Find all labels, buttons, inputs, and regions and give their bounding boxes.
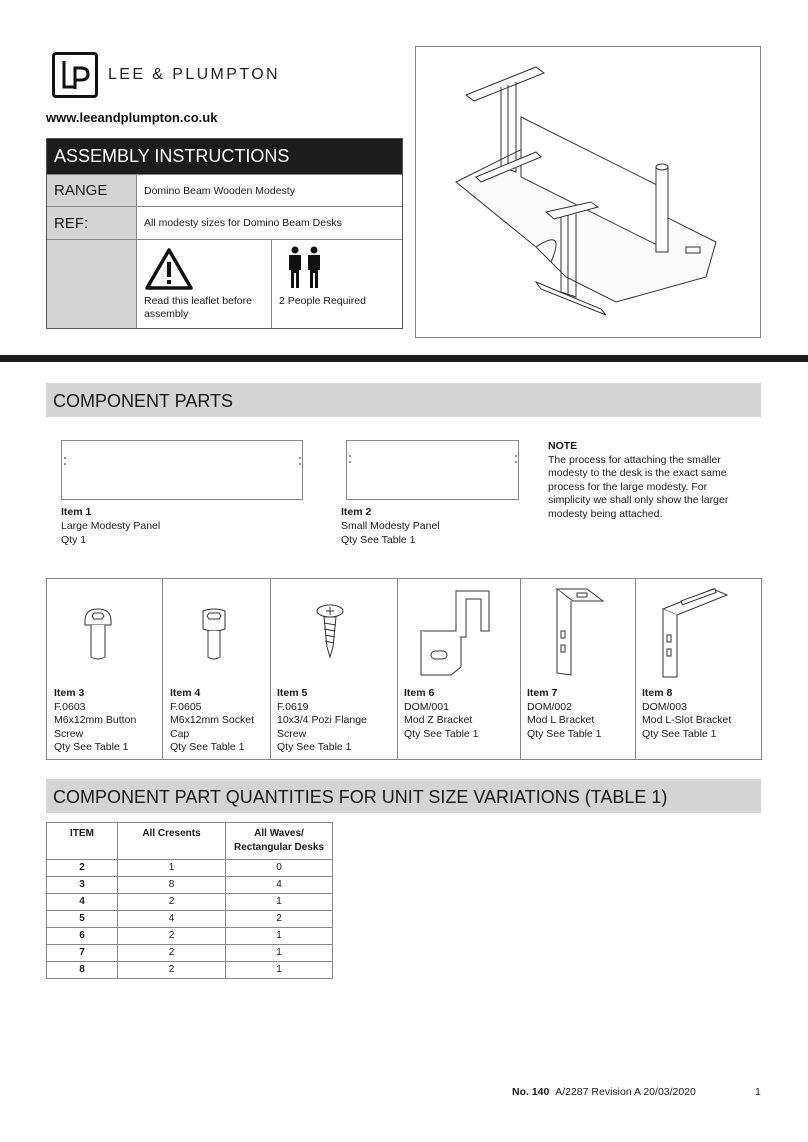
item-5-caption: [277, 687, 389, 755]
item-5-code: F.0619: [277, 700, 309, 713]
table-cell: 2: [226, 911, 333, 928]
website-url[interactable]: www.leeandplumpton.co.uk: [46, 110, 218, 125]
warning-cell: [137, 240, 272, 328]
item-1-title: Item 1: [61, 506, 92, 518]
item-6-name: Mod Z Bracket: [404, 714, 473, 726]
large-modesty-panel-drawing: [61, 440, 303, 500]
flange-screw-icon: [315, 603, 345, 659]
item-2-name: Small Modesty Panel: [341, 520, 440, 532]
section-rule: [0, 355, 808, 362]
component-parts-heading: COMPONENT PARTS: [46, 383, 761, 417]
item-7-name: Mod L Bracket: [527, 714, 595, 726]
table-row: [47, 894, 333, 911]
table-cell: 2: [118, 928, 226, 945]
table-cell: 5: [47, 911, 118, 928]
table-cell: 6: [47, 928, 118, 945]
item-7-title: Item 7: [527, 687, 558, 699]
quantities-heading: COMPONENT PART QUANTITIES FOR UNIT SIZE VARIATIONS (TABLE 1): [46, 779, 761, 813]
note-text: The process for attaching the smaller modesty to the desk is the exact same process for the large modesty. For simplicity we shall only show the larger modesty being attached.: [548, 453, 729, 520]
item-4-qty: Qty See Table 1: [170, 741, 245, 753]
icon-row-label: [47, 240, 137, 328]
item-8-caption: [642, 687, 731, 741]
table-header: All Cresents: [118, 823, 226, 860]
item-4-code: F.0605: [170, 700, 202, 713]
table-header: ITEM: [47, 823, 118, 860]
table-row: [47, 928, 333, 945]
item-3-caption: [54, 687, 154, 755]
item-8-title: Item 8: [642, 687, 673, 699]
ref-label: REF:: [47, 207, 137, 239]
table-cell: 1: [118, 860, 226, 877]
item-3-name: M6x12mm Button Screw: [54, 714, 137, 740]
table-cell: 1: [226, 928, 333, 945]
item-8-qty: Qty See Table 1: [642, 727, 717, 740]
l-slot-bracket-icon: [657, 585, 737, 681]
ref-value: All modesty sizes for Domino Beam Desks: [144, 217, 342, 229]
range-value: Domino Beam Wooden Modesty: [144, 184, 295, 197]
item-1-caption: [61, 505, 160, 547]
item-8-name: Mod L-Slot Bracket: [642, 714, 732, 726]
table-row: [47, 911, 333, 928]
table-cell: 4: [47, 894, 118, 911]
item-3-title: Item 3: [54, 687, 85, 699]
button-screw-icon: [83, 607, 113, 663]
warning-icon: [143, 246, 195, 292]
table-cell: 8: [47, 962, 118, 979]
table-cell: 2: [118, 945, 226, 962]
desk-illustration: [415, 46, 761, 338]
item-6-qty: Qty See Table 1: [404, 727, 479, 740]
item-1-qty: Qty 1: [61, 534, 87, 546]
quantities-table: [46, 822, 333, 979]
item-5-title: Item 5: [277, 687, 308, 699]
item-7-caption: [527, 687, 602, 741]
table-cell: 4: [226, 877, 333, 894]
note: [548, 440, 738, 521]
item-6-title: Item 6: [404, 687, 435, 699]
item-5-qty: Qty See Table 1: [277, 741, 352, 753]
small-modesty-panel-drawing: [346, 440, 519, 500]
people-text: 2 People Required: [279, 295, 366, 307]
item-3-qty: Qty See Table 1: [54, 741, 129, 753]
table-cell: 0: [226, 860, 333, 877]
item-2-title: Item 2: [341, 506, 372, 518]
table-cell: 2: [47, 860, 118, 877]
table-row: [47, 860, 333, 877]
logo-mark: [52, 52, 98, 98]
item-2-qty: Qty See Table 1: [341, 534, 416, 546]
table-cell: 7: [47, 945, 118, 962]
two-people-icon: [286, 246, 324, 290]
desk-assembly-illustration: [416, 47, 760, 337]
item-7-code: DOM/002: [527, 700, 572, 713]
table-cell: 1: [226, 945, 333, 962]
assembly-title: ASSEMBLY INSTRUCTIONS: [47, 139, 402, 174]
item-4-name: M6x12mm Socket Cap: [170, 714, 255, 740]
z-bracket-icon: [411, 587, 491, 679]
table-row: [47, 877, 333, 894]
table-cell: 1: [226, 894, 333, 911]
hardware-items-strip: [46, 578, 762, 760]
table-cell: 1: [226, 962, 333, 979]
range-label: RANGE: [47, 175, 137, 206]
item-5-name: 10x3/4 Pozi Flange Screw: [277, 714, 367, 740]
item-4-caption: [170, 687, 266, 755]
item-6-code: DOM/001: [404, 700, 449, 713]
table-cell: 8: [118, 877, 226, 894]
page-number: 1: [755, 1086, 761, 1098]
item-7-qty: Qty See Table 1: [527, 727, 602, 740]
item-2-caption: [341, 505, 440, 547]
table-row: [47, 945, 333, 962]
lp-logo-icon: [55, 55, 95, 95]
warning-text: Read this leaflet before assembly: [144, 295, 252, 320]
table-row: [47, 962, 333, 979]
people-cell: [272, 240, 402, 328]
footer-doc-info: [512, 1086, 696, 1098]
item-8-code: DOM/003: [642, 700, 687, 713]
table-cell: 2: [118, 962, 226, 979]
item-1-name: Large Modesty Panel: [61, 520, 161, 532]
l-bracket-icon: [547, 585, 607, 681]
doc-number: No. 140: [512, 1086, 550, 1098]
brand-name: LEE & PLUMPTON: [108, 66, 281, 83]
assembly-info-table: [46, 138, 403, 329]
note-heading: NOTE: [548, 440, 578, 452]
item-3-code: F.0603: [54, 700, 86, 713]
table-cell: 3: [47, 877, 118, 894]
item-4-title: Item 4: [170, 687, 201, 699]
doc-details: A/2287 Revision A 20/03/2020: [555, 1086, 696, 1098]
table-header: All Waves/ Rectangular Desks: [226, 823, 333, 860]
table-cell: 2: [118, 894, 226, 911]
table-cell: 4: [118, 911, 226, 928]
socket-cap-screw-icon: [200, 607, 228, 663]
item-6-caption: [404, 687, 479, 741]
